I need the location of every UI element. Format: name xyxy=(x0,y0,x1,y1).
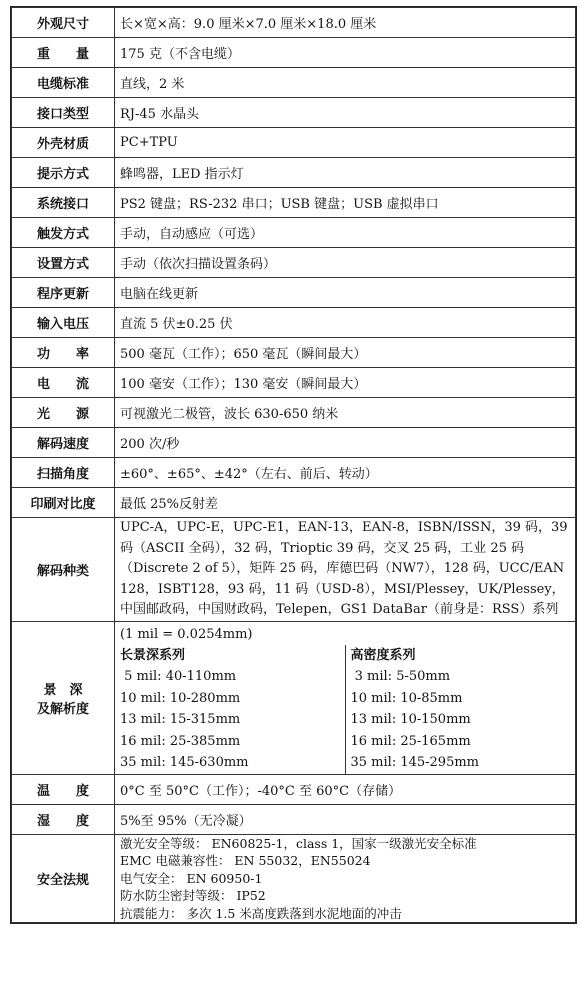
safety-line: 抗震能力： 多次 1.5 米高度跌落到水泥地面的冲击 xyxy=(120,905,402,921)
spec-value: 手动，自动感应（可选） xyxy=(115,218,576,248)
depth-key-line1: 景 深 xyxy=(43,682,83,698)
spec-key: 设置方式 xyxy=(12,248,115,278)
spec-value: 直线，2 米 xyxy=(115,68,576,98)
spec-value: 长×宽×高：9.0 厘米×7.0 厘米×18.0 厘米 xyxy=(115,8,576,38)
spec-key: 电缆标准 xyxy=(12,68,115,98)
spec-row-contrast xyxy=(12,488,576,518)
spec-key: 外壳材质 xyxy=(12,128,115,158)
spec-row-dimensions xyxy=(12,8,576,38)
long-range-title: 长景深系列 xyxy=(120,647,186,663)
spec-row-depth-of-field xyxy=(12,621,576,774)
spec-row-setup xyxy=(12,248,576,278)
spec-key: 系统接口 xyxy=(12,188,115,218)
spec-key: 安全法规 xyxy=(12,834,115,923)
depth-cell xyxy=(115,621,576,774)
spec-key: 解码速度 xyxy=(12,428,115,458)
spec-key: 扫描角度 xyxy=(12,458,115,488)
high-density-item: 35 mil: 145-295mm xyxy=(350,755,480,770)
safety-line: 激光安全等级： EN60825-1，class 1，国家一级激光安全标准 xyxy=(120,835,477,851)
spec-value: PS2 键盘；RS-232 串口；USB 键盘；USB 虚拟串口 xyxy=(115,188,576,218)
long-range-item: 16 mil: 25-385mm xyxy=(120,733,241,749)
spec-key: 提示方式 xyxy=(12,158,115,188)
spec-value: 蜂鸣器，LED 指示灯 xyxy=(115,158,576,188)
spec-key: 重 量 xyxy=(12,38,115,68)
spec-key: 印刷对比度 xyxy=(12,488,115,518)
spec-key: 电 流 xyxy=(12,368,115,398)
spec-value: PC+TPU xyxy=(115,128,576,158)
spec-value: 500 毫瓦（工作）；650 毫瓦（瞬间最大） xyxy=(115,338,576,368)
spec-row-firmware xyxy=(12,278,576,308)
spec-row-voltage xyxy=(12,308,576,338)
spec-key: 湿 度 xyxy=(12,804,115,834)
spec-row-trigger xyxy=(12,218,576,248)
spec-row-interface xyxy=(12,188,576,218)
spec-row-scan-angle xyxy=(12,458,576,488)
long-range-item: 13 mil: 15-315mm xyxy=(120,712,241,727)
spec-value: 200 次/秒 xyxy=(115,428,576,458)
spec-row-indicator xyxy=(12,158,576,188)
spec-key: 解码种类 xyxy=(12,518,115,622)
spec-row-power xyxy=(12,338,576,368)
high-density-column xyxy=(345,645,576,774)
spec-key: 输入电压 xyxy=(12,308,115,338)
safety-line: EMC 电磁兼容性： EN 55032，EN55024 xyxy=(120,853,371,868)
spec-row-current xyxy=(12,368,576,398)
spec-key: 光 源 xyxy=(12,398,115,428)
spec-key: 温 度 xyxy=(12,774,115,804)
high-density-title: 高密度系列 xyxy=(350,647,416,663)
spec-value: 5%至 95%（无冷凝） xyxy=(115,804,576,834)
spec-sheet xyxy=(10,6,577,924)
spec-row-weight xyxy=(12,38,576,68)
spec-key: 外观尺寸 xyxy=(12,8,115,38)
spec-value: 100 毫安（工作）；130 毫安（瞬间最大） xyxy=(115,368,576,398)
spec-value: 直流 5 伏±0.25 伏 xyxy=(115,308,576,338)
high-density-item: 10 mil: 10-85mm xyxy=(350,690,463,706)
spec-table xyxy=(11,7,576,923)
spec-value: RJ-45 水晶头 xyxy=(115,98,576,128)
spec-value: 175 克（不含电缆） xyxy=(115,38,576,68)
spec-row-symbologies xyxy=(12,518,576,622)
safety-cell xyxy=(115,834,576,923)
spec-value: ±60°、±65°、±42°（左右、前后、转动） xyxy=(115,458,576,488)
spec-row-housing xyxy=(12,128,576,158)
spec-value: 最低 25%反射差 xyxy=(115,488,576,518)
spec-row-decode-speed xyxy=(12,428,576,458)
spec-value: 可视激光二极管，波长 630-650 纳米 xyxy=(115,398,576,428)
spec-key: 接口类型 xyxy=(12,98,115,128)
spec-row-safety xyxy=(12,834,576,923)
spec-key xyxy=(12,621,115,774)
spec-row-connector xyxy=(12,98,576,128)
spec-row-cable xyxy=(12,68,576,98)
spec-row-temperature xyxy=(12,774,576,804)
spec-row-light-source xyxy=(12,398,576,428)
long-range-item: 10 mil: 10-280mm xyxy=(120,690,241,706)
depth-columns xyxy=(115,645,575,774)
depth-key-line2: 及解析度 xyxy=(36,701,89,717)
safety-line: 电气安全： EN 60950-1 xyxy=(120,870,263,886)
spec-value: 0°C 至 50°C（工作）；-40°C 至 60°C（存储） xyxy=(115,774,576,804)
spec-value: 手动（依次扫描设置条码） xyxy=(115,248,576,278)
high-density-item: 3 mil: 5-50mm xyxy=(350,669,451,684)
spec-key: 程序更新 xyxy=(12,278,115,308)
spec-value: 电脑在线更新 xyxy=(115,278,576,308)
symbology-list: UPC-A，UPC-E，UPC-E1，EAN-13，EAN-8，ISBN/ISSN，39 码，39 码（ASCII 全码），32 码，Trioptic 39 码，交叉 25 码，工业 25 码（Discrete 2 of 5），矩阵 25 码，库德巴码（NW7），128 码，UCC/EAN 128，ISBT128，93 码，11 码（USD-8），MSI/Plessey，UK/Plessey，中国邮政码，中国财政码，Telepen，GS1 DataBar（前身是：RSS）系列 xyxy=(115,518,576,622)
long-range-column xyxy=(115,645,345,774)
high-density-item: 13 mil: 10-150mm xyxy=(350,712,471,727)
spec-key: 触发方式 xyxy=(12,218,115,248)
long-range-item: 35 mil: 145-630mm xyxy=(120,755,249,770)
long-range-item: 5 mil: 40-110mm xyxy=(120,669,237,684)
spec-row-humidity xyxy=(12,804,576,834)
high-density-item: 16 mil: 25-165mm xyxy=(350,733,471,749)
mil-unit-note: (1 mil = 0.0254mm) xyxy=(120,626,253,642)
spec-key: 功 率 xyxy=(12,338,115,368)
safety-line: 防水防尘密封等级： IP52 xyxy=(120,888,266,903)
